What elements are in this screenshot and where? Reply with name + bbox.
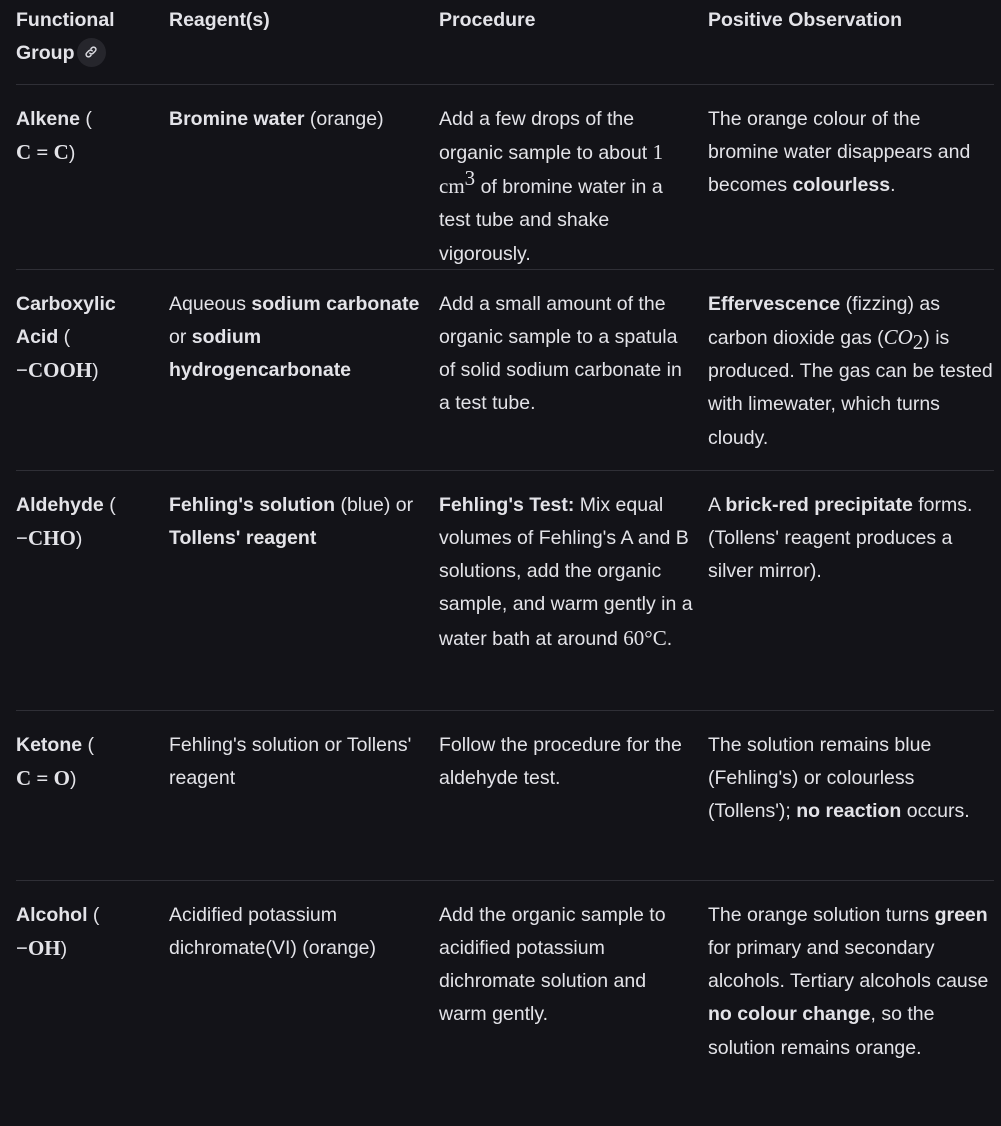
subscript: 2 — [912, 329, 924, 354]
observation-text: occurs. — [901, 800, 970, 823]
observation-bold: no colour change — [708, 1003, 871, 1026]
procedure-text: . — [666, 627, 673, 650]
group-formula: −CHO — [16, 525, 76, 550]
observation-text: The solution remains blue (Fehling's) or colourless (Tollens'); — [708, 733, 932, 823]
group-name: Aldehyde — [16, 493, 104, 516]
table-row — [16, 471, 994, 711]
observation-text: The orange colour of the bromine water disappears and becomes — [708, 107, 971, 197]
group-name: Alcohol — [16, 903, 88, 926]
procedure-cell: Add the organic sample to acidified potassium dichromate solution and warm gently. — [439, 903, 666, 1026]
paren: ( — [103, 493, 116, 516]
functional-group-cell — [16, 881, 169, 1111]
table-row — [16, 881, 994, 1111]
paren: ) — [92, 360, 99, 383]
observation-text: forms. (Tollens' reagent produces a silver mirror). — [708, 493, 973, 583]
temperature-math: 60°C — [623, 625, 667, 650]
header-functional-group — [16, 0, 169, 84]
superscript: 3 — [464, 165, 476, 190]
table-row — [16, 85, 994, 270]
procedure-text: of bromine water in a test tube and shake vigorously. — [439, 176, 663, 265]
group-formula: C = C — [16, 139, 69, 164]
reagent-bold: sodium carbonate — [251, 292, 420, 315]
group-name: Carboxylic Acid — [16, 292, 116, 348]
observation-bold: brick-red precipitate — [725, 493, 913, 516]
functional-group-cell — [16, 270, 169, 470]
observation-bold: colourless — [792, 174, 891, 197]
reagent-cell — [169, 85, 439, 269]
observation-text: A — [708, 493, 726, 516]
procedure-cell: Add a small amount of the organic sample to a spatula of solid sodium carbonate in a test tube. — [439, 292, 682, 415]
header-procedure: Procedure — [439, 9, 536, 31]
group-formula: C = O — [16, 765, 70, 790]
observation-text: . — [890, 174, 896, 197]
paren: ( — [87, 903, 100, 926]
observation-text: for primary and secondary alcohols. Tertiary alcohols cause — [708, 936, 989, 993]
paren: ) — [60, 937, 68, 960]
reagent-text: (blue) or — [335, 493, 414, 516]
observation-cell — [708, 881, 994, 1111]
observation-cell — [708, 85, 994, 269]
paren: ( — [58, 325, 71, 348]
reagent-text: Aqueous — [169, 292, 252, 315]
reagent-bold: Bromine water — [169, 107, 305, 130]
paren: ) — [69, 767, 77, 790]
header-label: Functional Group — [16, 9, 115, 65]
reagent-text: (orange) — [304, 107, 384, 130]
procedure-cell — [439, 471, 708, 710]
procedure-text: Mix equal volumes of Fehling's A and B solutions, add the organic sample, and warm gently in a water bath at around — [439, 493, 693, 650]
paren: ( — [79, 107, 92, 130]
table-header-row — [16, 0, 994, 85]
functional-group-tests-table — [16, 0, 994, 1111]
procedure-cell: Follow the procedure for the aldehyde test. — [439, 733, 682, 789]
functional-group-cell — [16, 85, 169, 269]
observation-cell — [708, 711, 994, 880]
volume-math: 1 cm — [439, 139, 664, 199]
observation-text: , so the solution remains orange. — [708, 1003, 935, 1059]
observation-text: ) is produced. The gas can be tested with limewater, which turns cloudy. — [708, 326, 993, 449]
functional-group-cell — [16, 711, 169, 880]
table-row — [16, 711, 994, 881]
procedure-bold: Fehling's Test: — [439, 493, 575, 516]
procedure-text: Add a few drops of the organic sample to about — [439, 107, 653, 164]
observation-cell — [708, 270, 994, 470]
observation-bold: green — [934, 903, 988, 926]
group-formula: −COOH — [16, 358, 93, 383]
paren: ) — [75, 527, 83, 550]
paren: ) — [68, 141, 76, 164]
observation-text: (fizzing) as carbon dioxide gas ( — [708, 292, 940, 349]
header-observation: Positive Observation — [708, 9, 902, 31]
table-row — [16, 270, 994, 471]
group-name: Alkene — [16, 107, 80, 130]
reagent-bold: Fehling's solution — [169, 493, 336, 516]
group-name: Ketone — [16, 733, 83, 756]
group-formula: −OH — [16, 935, 61, 960]
reagent-text: or — [169, 325, 192, 348]
header-reagents: Reagent(s) — [169, 9, 270, 31]
observation-cell — [708, 471, 994, 710]
link-icon — [84, 45, 98, 59]
reagent-cell: Fehling's solution or Tollens' reagent — [169, 733, 412, 789]
paren: ( — [82, 733, 95, 756]
observation-bold: Effervescence — [708, 292, 841, 315]
reagent-cell — [169, 471, 439, 710]
functional-group-cell — [16, 471, 169, 710]
observation-bold: no reaction — [796, 800, 902, 823]
procedure-cell — [439, 85, 708, 269]
copy-link-button[interactable] — [77, 38, 106, 67]
reagent-bold: Tollens' reagent — [169, 526, 317, 549]
reagent-bold: sodium hydrogencarbonate — [169, 325, 352, 382]
observation-text: The orange solution turns — [708, 903, 935, 926]
co2-math: CO — [883, 324, 913, 349]
reagent-cell — [169, 270, 439, 470]
reagent-cell: Acidified potassium dichromate(VI) (orange) — [169, 903, 376, 959]
